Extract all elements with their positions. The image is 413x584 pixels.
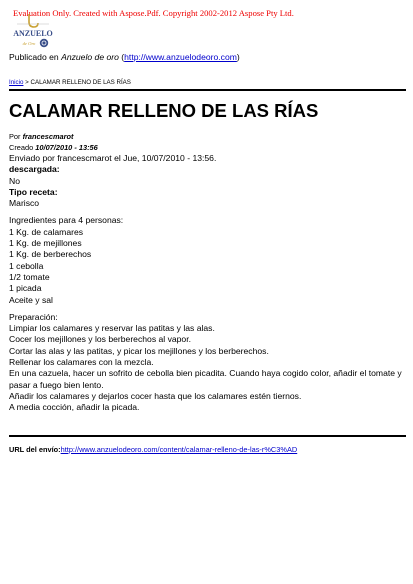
field-value-tipo-receta: Marisco — [9, 198, 40, 209]
breadcrumb-home-link[interactable]: Inicio — [9, 79, 24, 86]
source-url-label: URL del envío: — [9, 445, 61, 454]
ingredient-item: Aceite y sal — [9, 294, 53, 305]
article-body — [9, 132, 409, 414]
logo-name: ANZUELO — [13, 29, 53, 38]
author-label: Por — [9, 132, 23, 141]
preparation-step: En una cazuela, hacer un sofrito de cebolla bien picadita. Cuando haya cogido color, añadir el tomate y — [9, 368, 402, 379]
preparation-steps — [9, 312, 409, 414]
preparation-step: Cortar las alas y las patitas, y picar los mejillones y los berberechos. — [9, 345, 269, 356]
evaluation-watermark: Evaluation Only. Created with Aspose.Pdf. Copyright 2002-2012 Aspose Pty Ltd. — [13, 8, 294, 18]
source-url-line — [9, 445, 297, 454]
field-label-descargada: descargada: — [9, 164, 60, 175]
published-close: ) — [236, 52, 240, 62]
ingredient-item: 1 Kg. de calamares — [9, 226, 84, 237]
published-line — [9, 52, 240, 62]
breadcrumb-current: CALAMAR RELLENO DE LAS RÍAS — [30, 79, 131, 86]
bottom-divider — [9, 435, 406, 437]
preparation-heading: Preparación: — [9, 311, 58, 322]
ingredient-item: 1/2 tomate — [9, 271, 50, 282]
created-label: Creado — [9, 142, 36, 152]
preparation-step: Limpiar los calamares y reservar las patitas y las alas. — [9, 323, 215, 334]
ingredients-list — [9, 215, 409, 305]
ingredient-item: 1 cebolla — [9, 260, 44, 271]
preparation-step: Añadir los calamares y dejarlos cocer hasta que los calamares estén tiernos. — [9, 390, 302, 401]
ingredient-item: 1 Kg. de mejillones — [9, 238, 82, 249]
sent-line: Enviado por francescmarot el Jue, 10/07/2010 - 13:56. — [9, 153, 217, 163]
preparation-step: A media cocción, añadir la picada. — [9, 402, 140, 413]
author-line — [9, 132, 409, 143]
created-date: 10/07/2010 - 13:56 — [35, 142, 98, 152]
logo-sub: de Oro — [22, 41, 36, 46]
created-line — [9, 143, 409, 154]
anzuelo-logo — [9, 10, 57, 50]
top-divider — [9, 89, 406, 91]
field-value-descargada: No — [9, 175, 20, 186]
site-name: Anzuelo de oro — [61, 52, 119, 62]
breadcrumb — [9, 79, 131, 86]
site-link[interactable]: http://www.anzuelodeoro.com — [124, 52, 237, 62]
published-prefix: Publicado en — [9, 52, 62, 62]
breadcrumb-separator: > — [23, 79, 31, 86]
source-url-link[interactable]: http://www.anzuelodeoro.com/content/calamar-relleno-de-las-r%C3%AD — [60, 445, 298, 454]
preparation-step: pasar a fuego bien lento. — [9, 379, 104, 390]
ingredient-item: 1 picada — [9, 283, 42, 294]
preparation-step: Cocer los mejillones y los berberechos al vapor. — [9, 334, 191, 345]
field-label-tipo-receta: Tipo receta: — [9, 186, 58, 197]
published-open: ( — [118, 52, 125, 62]
preparation-step: Rellenar los calamares con la mezcla. — [9, 357, 154, 368]
ingredient-item: 1 Kg. de berberechos — [9, 249, 92, 260]
page-title: CALAMAR RELLENO DE LAS RÍAS — [9, 100, 319, 121]
ingredients-heading: Ingredientes para 4 personas: — [9, 215, 124, 226]
author-name: francescmarot — [22, 132, 74, 141]
